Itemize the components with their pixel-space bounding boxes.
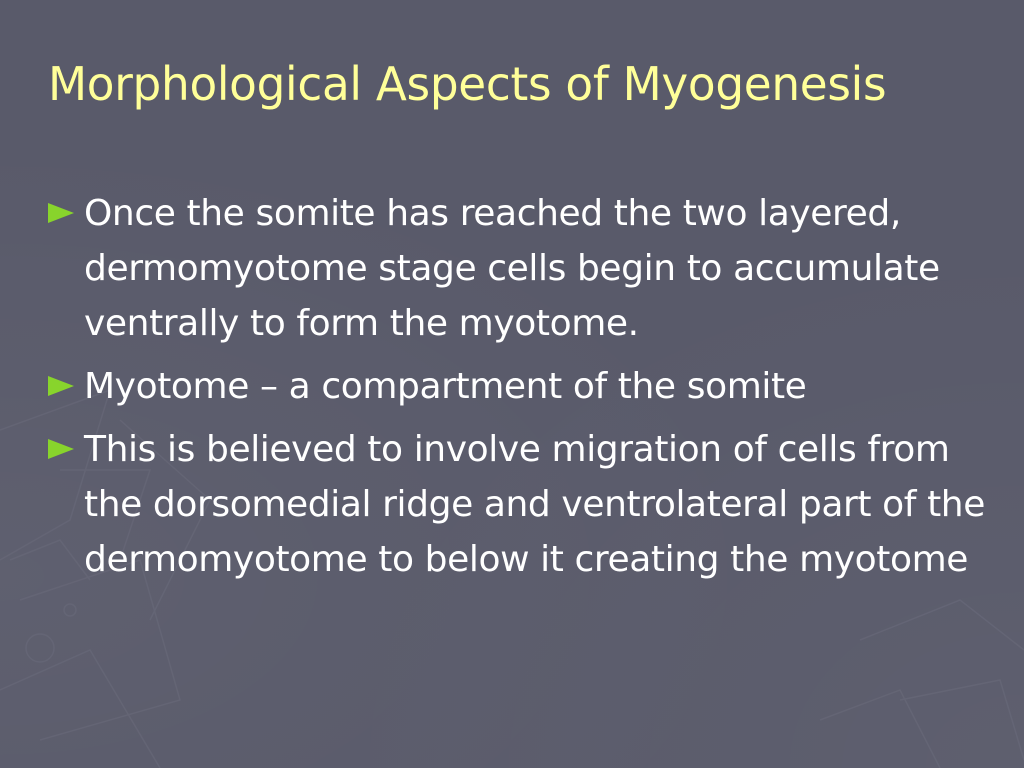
bullet-list (48, 186, 988, 595)
triangle-right-icon (48, 203, 74, 223)
bullet-text: Once the somite has reached the two layered, dermomyotome stage cells begin to accumulate ventrally to form the myotome. (84, 193, 940, 344)
slide-title: Morphological Aspects of Myogenesis (48, 57, 887, 111)
bullet-item (48, 359, 988, 414)
bullet-text: This is believed to involve migration of cells from the dorsomedial ridge and ventrolateral part of the dermomyotome to below it creating the myotome (84, 429, 985, 580)
bullet-item (48, 186, 988, 351)
triangle-right-icon (48, 376, 74, 396)
bullet-item (48, 422, 988, 587)
bullet-text: Myotome – a compartment of the somite (84, 366, 807, 407)
triangle-right-icon (48, 439, 74, 459)
